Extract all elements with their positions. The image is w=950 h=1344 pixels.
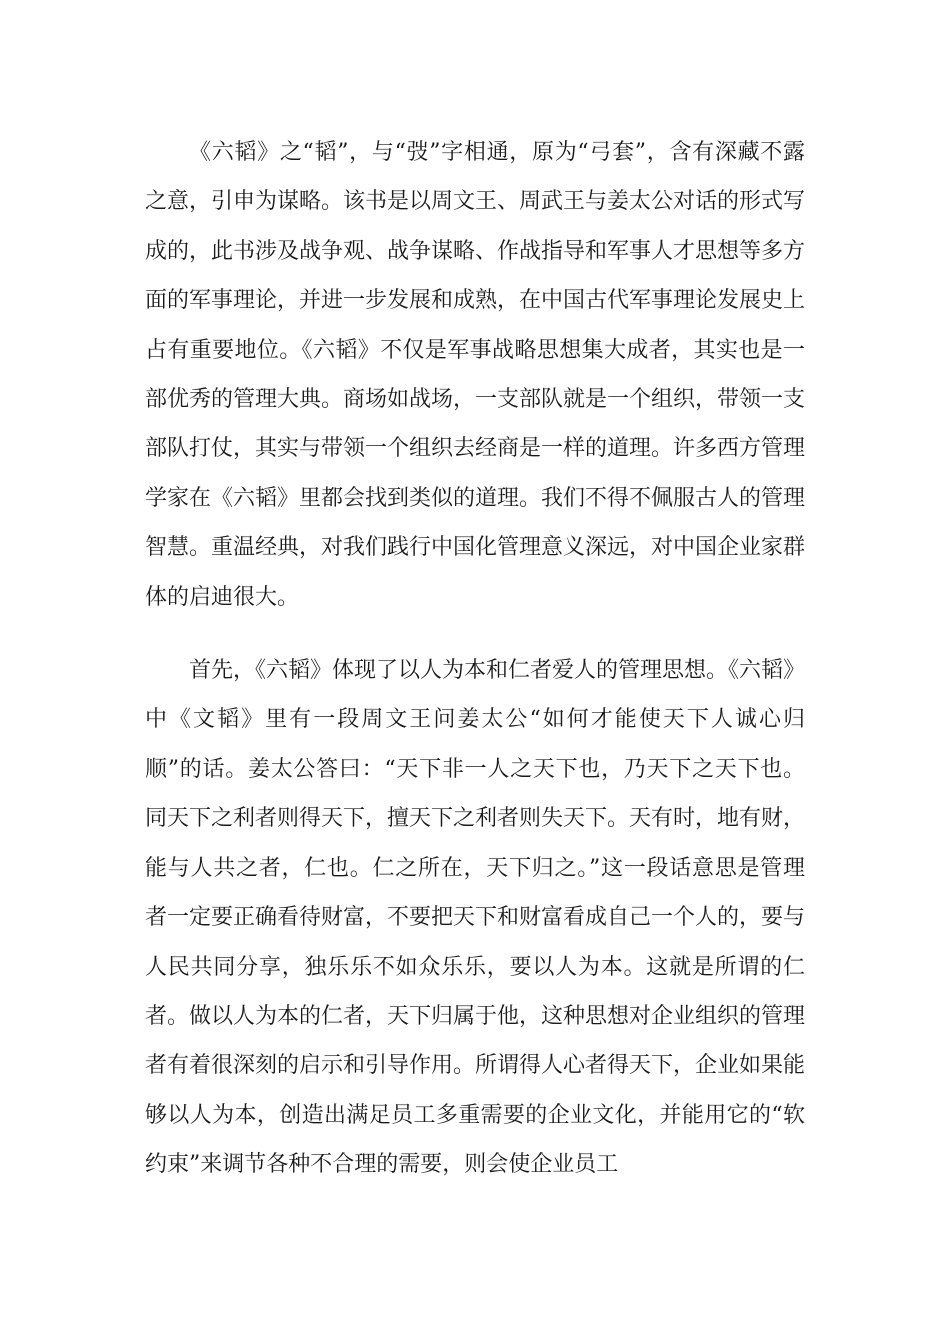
document-body — [145, 128, 805, 1190]
paragraph-first-point: 首先，《六韬》体现了以人为本和仁者爱人的管理思想。《六韬》中《文韬》里有一段周文王问姜太公“如何才能使天下人诚心归顺”的话。姜太公答曰：“天下非一人之天下也，乃天下之天下也。同天下之利者则得天下，擅天下之利者则失天下。天有时，地有财，能与人共之者，仁也。仁之所在，天下归之。”这一段话意思是管理者一定要正确看待财富，不要把天下和财富看成自己一个人的，要与人民共同分享，独乐乐不如众乐乐，要以人为本。这就是所谓的仁者。做以人为本的仁者，天下归属于他，这种思想对企业组织的管理者有着很深刻的启示和引导作用。所谓得人心者得天下，企业如果能够以人为本，创造出满足员工多重需要的企业文化，并能用它的“软约束”来调节各种不合理的需要，则会使企业员工 — [145, 658, 806, 1178]
paragraph-intro: 《六韬》之“韬”，与“弢”字相通，原为“弓套”，含有深藏不露之意，引申为谋略。该书是以周文王、周武王与姜太公对话的形式写成的，此书涉及战争观、战争谋略、作战指导和军事人才思想等多方面的军事理论，并进一步发展和成熟，在中国古代军事理论发展史上占有重要地位。《六韬》不仅是军事战略思想集大成者，其实也是一部优秀的管理大典。商场如战场，一支部队就是一个组织，带领一支部队打仗，其实与带领一个组织去经商是一样的道理。许多西方管理学家在《六韬》里都会找到类似的道理。我们不得不佩服古人的管理智慧。重温经典，对我们践行中国化管理意义深远，对中国企业家群体的启迪很大。 — [145, 140, 806, 610]
